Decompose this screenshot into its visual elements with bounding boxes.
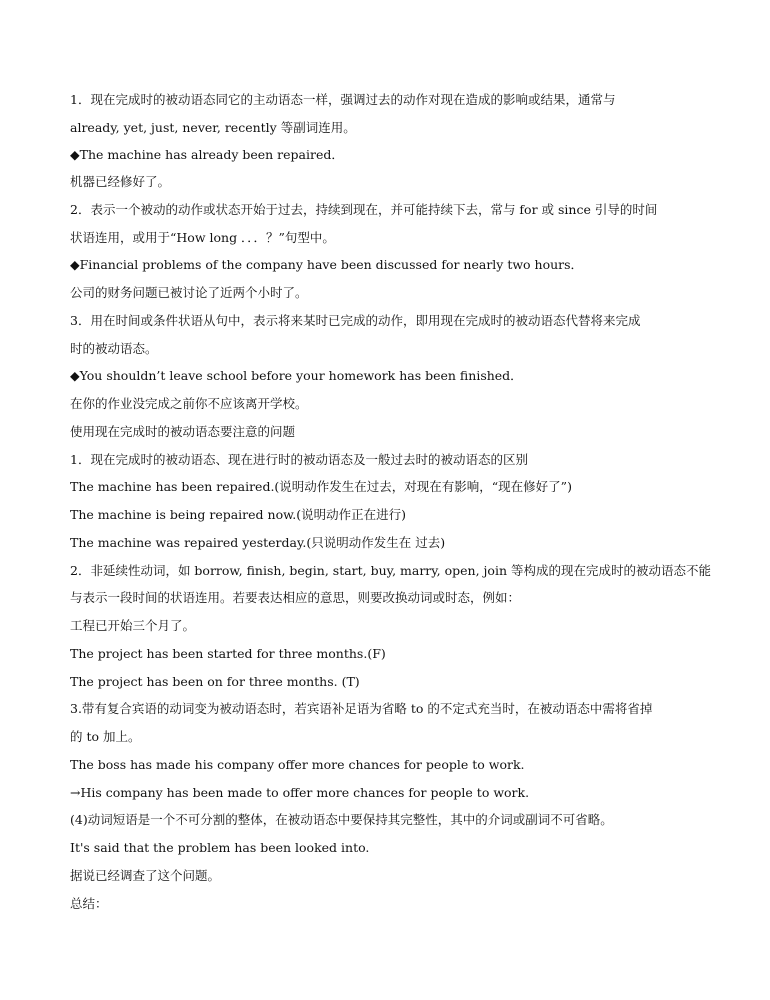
text-line: 据说已经调查了这个问题。 [70, 868, 221, 883]
text-line: 1．现在完成时的被动语态同它的主动语态一样，强调过去的动作对现在造成的影响或结果，通常与 [70, 92, 616, 107]
text-line: The project has been started for three months.(F) [70, 646, 386, 661]
text-line: The machine is being repaired now.(说明动作正在进行) [70, 507, 407, 522]
text-line: ◆You shouldn’t leave school before your homework has been finished． [70, 368, 523, 383]
text-line: 状语连用，或用于“How long ．．．？”句型中。 [70, 230, 335, 245]
text-line: 的 to 加上。 [70, 729, 141, 744]
text-line: 1．现在完成时的被动语态、现在进行时的被动语态及一般过去时的被动语态的区别 [70, 452, 528, 467]
text-line: 使用现在完成时的被动语态要注意的问题 [70, 424, 296, 439]
text-line: 机器已经修好了。 [70, 174, 171, 189]
text-line: The boss has made his company offer more chances for people to work. [70, 757, 525, 772]
text-line: 时的被动语态。 [70, 341, 158, 356]
text-line: 与表示一段时间的状语连用。若要表达相应的意思，则要改换动词或时态，例如： [70, 590, 521, 605]
text-line: 3．用在时间或条件状语从句中，表示将来某时已完成的动作，即用现在完成时的被动语态代替将来完成 [70, 313, 641, 328]
text-line: 在你的作业没完成之前你不应该离开学校。 [70, 396, 308, 411]
text-line: 2．非延续性动词，如 borrow, finish, begin, start, buy, marry, open, join 等构成的现在完成时的被动语态不能 [70, 563, 711, 578]
text-line: already, yet, just, never, recently 等副词连用。 [70, 120, 356, 135]
text-line: 工程已开始三个月了。 [70, 618, 196, 633]
text-line: ◆Financial problems of the company have been discussed for nearly two hours． [70, 257, 584, 272]
text-line: The machine was repaired yesterday.(只说明动作发生在 过去) [70, 535, 446, 550]
text-line: The machine has been repaired.(说明动作发生在过去，对现在有影响，“现在修好了”) [70, 479, 572, 494]
text-line: ◆The machine has already been repaired． [70, 147, 344, 162]
text-line: 总结： [70, 896, 108, 911]
text-line: 2．表示一个被动的动作或状态开始于过去，持续到现在，并可能持续下去，常与 for 或 since 引导的时间 [70, 202, 658, 217]
text-line: It's said that the problem has been looked into. [70, 840, 370, 855]
text-line: (4)动词短语是一个不可分割的整体，在被动语态中要保持其完整性，其中的介词或副词不可省略。 [70, 812, 613, 827]
text-line: The project has been on for three months. (T) [70, 674, 360, 689]
text-line: 3.带有复合宾语的动词变为被动语态时，若宾语补足语为省略 to 的不定式充当时，在被动语态中需将省掉 [70, 701, 653, 716]
text-line: 公司的财务问题已被讨论了近两个小时了。 [70, 285, 308, 300]
text-line: →His company has been made to offer more chances for people to work. [70, 785, 530, 800]
